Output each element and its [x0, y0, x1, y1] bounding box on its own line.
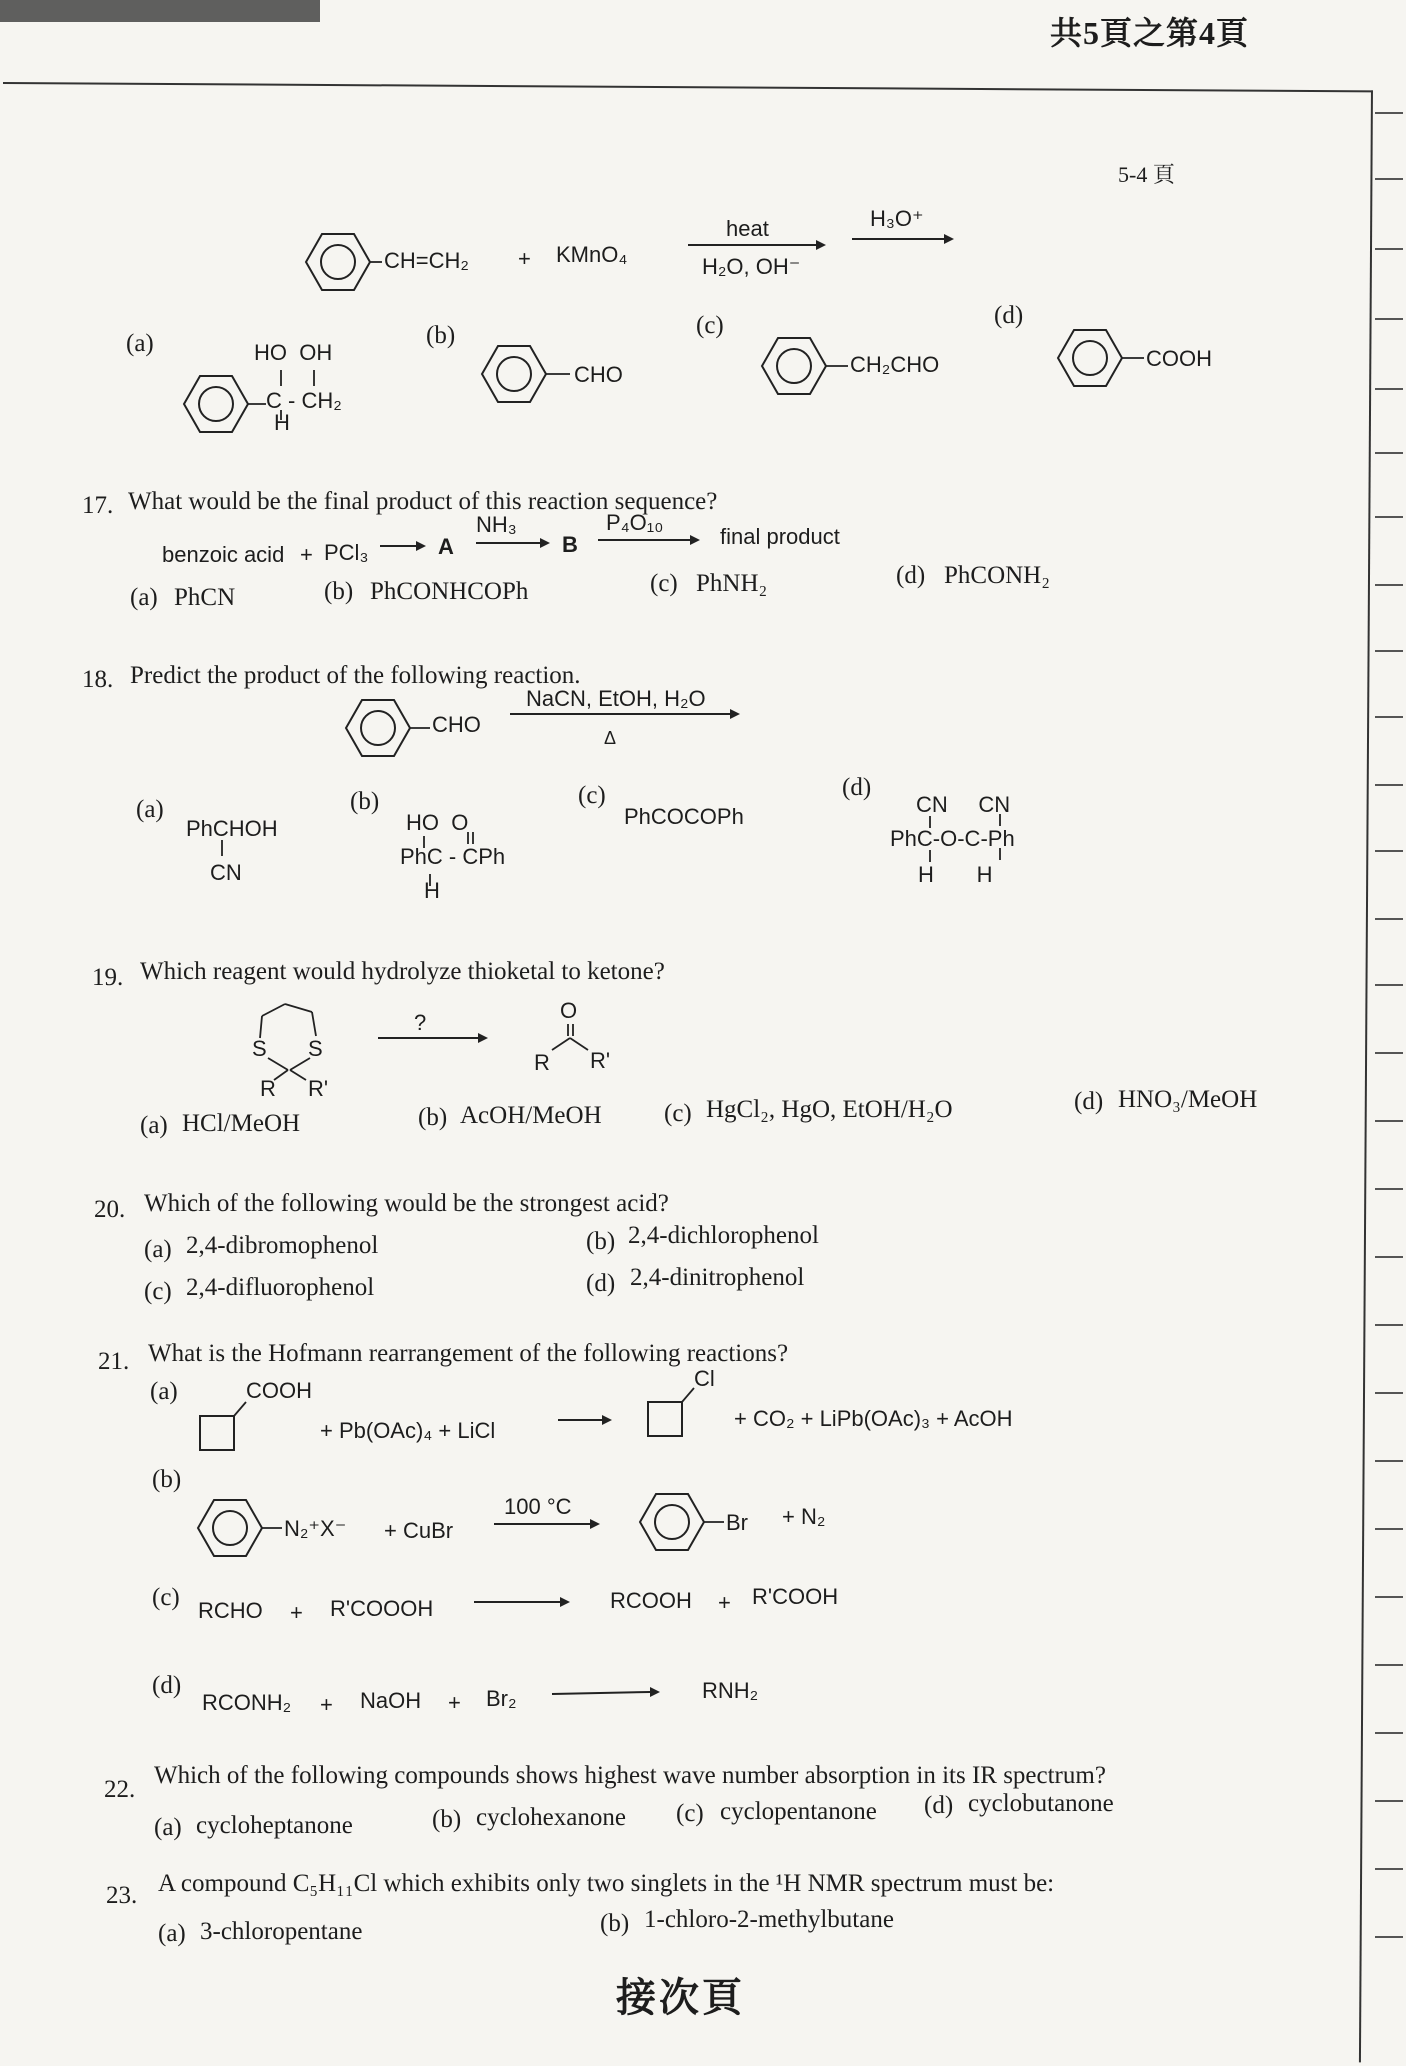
q17-step3: P₄O₁₀ [606, 510, 664, 535]
q21-question: What is the Hofmann rearrangement of the following reactions? [148, 1340, 789, 1367]
q21-a-label: (a) [150, 1378, 178, 1405]
benzene-ring-icon [346, 700, 430, 756]
q17-plus: + [300, 542, 313, 567]
q21-c-plus: + [290, 1600, 303, 1625]
q22-option-b-text[interactable]: cyclohexanone [476, 1804, 626, 1831]
q18-option-c-label[interactable]: (c) [578, 782, 606, 809]
q23-number: 23. [106, 1882, 138, 1909]
q17-end: final product [720, 524, 840, 549]
q18-option-b-line3: H [424, 878, 440, 903]
q17-question: What would be the final product of this reaction sequence? [128, 488, 718, 515]
q21-b-arrow-top: 100 °C [504, 1494, 572, 1519]
q23-option-a-text[interactable]: 3-chloropentane [200, 1918, 363, 1945]
q22-option-a-text[interactable]: cycloheptanone [196, 1812, 353, 1839]
q18-arrow-bottom: Δ [604, 728, 617, 748]
q21-c-product: RCOOH [610, 1588, 692, 1613]
q18-question: Predict the product of the following reaction. [130, 662, 581, 689]
q16-option-a-label[interactable]: (a) [126, 330, 154, 357]
q16-option-b-label[interactable]: (b) [426, 322, 456, 349]
q18-number: 18. [82, 666, 114, 693]
q21-c-label: (c) [152, 1584, 180, 1611]
benzene-ring-icon [640, 1494, 724, 1550]
q20-question: Which of the following would be the strongest acid? [144, 1190, 669, 1217]
q20-option-d-text[interactable]: 2,4-dinitrophenol [630, 1264, 805, 1291]
q19-option-c-text[interactable]: HgCl₂, HgO, EtOH/H₂O [706, 1096, 953, 1123]
q19-option-b-label[interactable]: (b) [418, 1104, 448, 1131]
q19-atom-S2: S [308, 1036, 323, 1061]
q19-option-a-text[interactable]: HCl/MeOH [182, 1110, 301, 1137]
q23-question: A compound C₅H₁₁Cl which exhibits only two singlets in the ¹H NMR spectrum must be: [158, 1870, 1055, 1897]
q21-c-reagent: R'COOOH [330, 1596, 434, 1621]
q19-atom-R: R [260, 1076, 276, 1101]
q19-option-d-text[interactable]: HNO₃/MeOH [1118, 1086, 1258, 1113]
q21-c-left: RCHO [198, 1598, 263, 1623]
q20-option-d-label[interactable]: (d) [586, 1270, 616, 1297]
q17-option-d-label[interactable]: (d) [896, 562, 926, 589]
q17-start: benzoic acid [162, 542, 285, 567]
q20-number: 20. [94, 1196, 126, 1223]
q19-option-a-label[interactable]: (a) [140, 1112, 168, 1139]
q16-option-a-line2: C - CH₂ [266, 388, 342, 413]
footer-next-page: 接次頁 [616, 1975, 745, 2020]
cyclobutane-ring-icon [648, 1388, 694, 1436]
q16-reactant-substituent: CH=CH₂ [384, 248, 469, 273]
q16-option-d-label[interactable]: (d) [994, 302, 1024, 329]
q21-a-right: + CO₂ + LiPb(OAc)₃ + AcOH [734, 1406, 1013, 1431]
q16-reagent: KMnO₄ [556, 242, 628, 267]
q19-product-R-prime: R' [590, 1048, 611, 1073]
q18-arrow-top: NaCN, EtOH, H₂O [526, 686, 706, 711]
q18-option-b-line1: HO O [406, 810, 469, 835]
q18-option-b-label[interactable]: (b) [350, 788, 380, 815]
q22-option-b-label[interactable]: (b) [432, 1806, 462, 1833]
q17-option-c-text[interactable]: PhNH₂ [696, 570, 768, 597]
q21-d-plus: + [320, 1692, 333, 1717]
q22-option-c-label[interactable]: (c) [676, 1800, 704, 1827]
q21-b-right: + N₂ [782, 1504, 826, 1529]
benzene-ring-icon [482, 346, 570, 402]
q18-option-d-label[interactable]: (d) [842, 774, 872, 801]
q17-option-b-label[interactable]: (b) [324, 578, 354, 605]
q22-question: Which of the following compounds shows highest wave number absorption in its IR spectrum? [154, 1762, 1106, 1789]
q17-option-a-label[interactable]: (a) [130, 584, 158, 611]
page-code: 5-4 頁 [1118, 162, 1175, 187]
q22-option-d-text[interactable]: cyclobutanone [968, 1790, 1114, 1817]
q18-option-d-line1: CN CN [916, 792, 1011, 817]
q18-option-a-line1: PhCHOH [186, 816, 278, 841]
q19-product-R: R [534, 1050, 550, 1075]
q19-option-d-label[interactable]: (d) [1074, 1088, 1104, 1115]
q21-d-reagent2: Br₂ [486, 1686, 517, 1711]
q16-option-c-text: CH₂CHO [850, 352, 940, 377]
q17-option-c-label[interactable]: (c) [650, 570, 678, 597]
q23-option-a-label[interactable]: (a) [158, 1920, 186, 1947]
q17-A: A [438, 534, 454, 559]
q16-arrow1-bottom: H₂O, OH⁻ [702, 254, 801, 279]
q22-option-d-label[interactable]: (d) [924, 1792, 954, 1819]
q18-option-b-line2: PhC - CPh [400, 844, 506, 869]
q19-question: Which reagent would hydrolyze thioketal to ketone? [140, 958, 665, 985]
q17-B: B [562, 532, 578, 557]
benzene-ring-icon [198, 1500, 282, 1556]
q19-option-b-text[interactable]: AcOH/MeOH [460, 1102, 602, 1129]
q18-option-c-text: PhCOCOPh [624, 804, 744, 829]
q20-option-a-label[interactable]: (a) [144, 1236, 172, 1263]
q21-b-product-substituent: Br [726, 1510, 748, 1535]
benzene-ring-icon [306, 234, 382, 290]
q16-option-c-label[interactable]: (c) [696, 312, 724, 339]
q22-number: 22. [104, 1776, 136, 1803]
q21-b-middle: + CuBr [384, 1518, 454, 1543]
q17-option-d-text[interactable]: PhCONH₂ [944, 562, 1050, 589]
benzene-ring-icon [1058, 330, 1144, 386]
q21-d-left: RCONH₂ [202, 1690, 292, 1715]
benzene-ring-icon [762, 338, 848, 394]
q19-atom-O: O [560, 998, 578, 1023]
q21-number: 21. [98, 1348, 130, 1375]
q21-c-plus2: + [718, 1590, 731, 1615]
q21-d-reagent: NaOH [360, 1688, 422, 1713]
q16-plus: + [518, 246, 531, 271]
q21-b-substituent: N₂⁺X⁻ [284, 1516, 347, 1541]
q16-option-a-line3: H [274, 410, 290, 435]
q21-a-substituent: COOH [246, 1378, 312, 1403]
q20-option-b-text[interactable]: 2,4-dichlorophenol [628, 1222, 819, 1249]
q19-atom-S1: S [252, 1036, 267, 1061]
q17-step2: NH₃ [476, 512, 517, 537]
q18-option-d-line3: H H [918, 862, 993, 887]
q16-arrow1-top: heat [726, 216, 769, 241]
cyclobutane-ring-icon [200, 1402, 246, 1450]
q18-reactant-substituent: CHO [432, 712, 481, 737]
q18-option-d-line2: PhC-O-C-Ph [890, 826, 1015, 851]
q19-option-c-label[interactable]: (c) [664, 1100, 692, 1127]
q22-option-c-text[interactable]: cyclopentanone [720, 1798, 877, 1825]
q21-a-middle: + Pb(OAc)₄ + LiCl [320, 1418, 496, 1443]
q21-d-product: RNH₂ [702, 1678, 759, 1703]
q17-option-a-text[interactable]: PhCN [174, 584, 236, 611]
page-indicator: 共5頁之第4頁 [1050, 15, 1250, 51]
q19-number: 19. [92, 964, 124, 991]
q19-arrow-top: ? [414, 1010, 427, 1035]
q16-option-d-text: COOH [1146, 346, 1212, 371]
q23-option-b-text[interactable]: 1-chloro-2-methylbutane [644, 1906, 894, 1933]
q16-arrow2-top: H₃O⁺ [870, 206, 924, 231]
ketone-skeleton-icon [552, 1024, 588, 1050]
q18-option-a-line2: CN [210, 860, 242, 885]
q21-d-label: (d) [152, 1672, 182, 1699]
q21-d-plus2: + [448, 1690, 461, 1715]
q20-option-c-label[interactable]: (c) [144, 1278, 172, 1305]
q21-a-product-substituent: Cl [694, 1366, 715, 1391]
q17-number: 17. [82, 492, 114, 519]
q20-option-b-label[interactable]: (b) [586, 1228, 616, 1255]
q17-option-b-text[interactable]: PhCONHCOPh [370, 578, 529, 605]
q21-b-label: (b) [152, 1466, 182, 1493]
q16-option-b-text: CHO [574, 362, 623, 387]
q16-option-a-line1: HO OH [254, 340, 333, 365]
q20-option-c-text[interactable]: 2,4-difluorophenol [186, 1274, 375, 1301]
q19-atom-R-prime: R' [308, 1076, 329, 1101]
q17-reagent: PCl₃ [324, 540, 369, 565]
q23-option-b-label[interactable]: (b) [600, 1910, 630, 1937]
q20-option-a-text[interactable]: 2,4-dibromophenol [186, 1232, 379, 1259]
q21-c-product2: R'COOH [752, 1584, 839, 1609]
q22-option-a-label[interactable]: (a) [154, 1814, 182, 1841]
q18-option-a-label[interactable]: (a) [136, 796, 164, 823]
